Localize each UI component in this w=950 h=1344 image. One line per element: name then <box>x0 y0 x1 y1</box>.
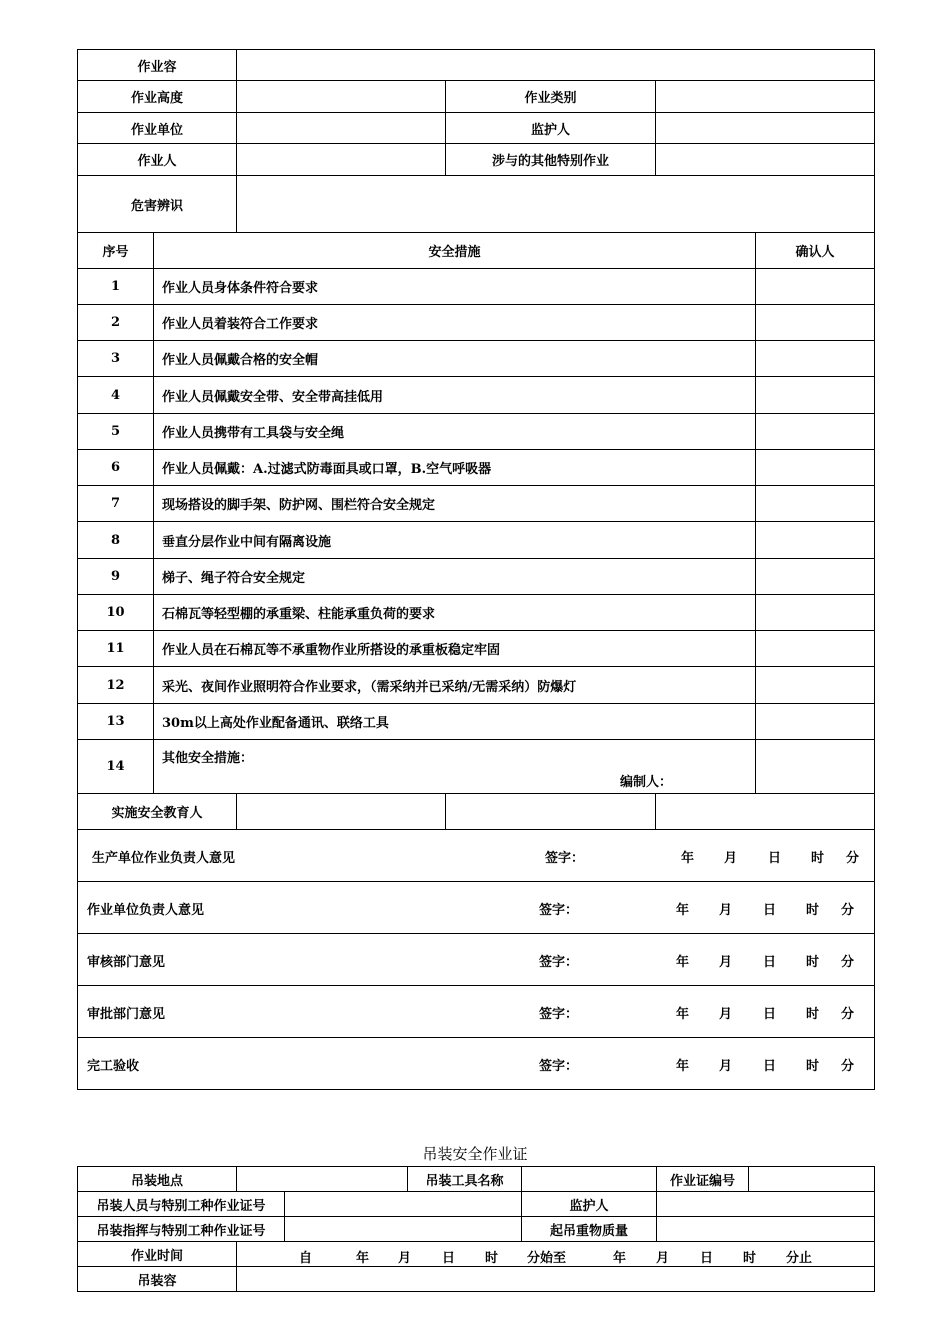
table-row <box>78 704 875 740</box>
confirm-field[interactable] <box>756 377 875 414</box>
measure-no: 10 <box>78 595 154 631</box>
measure-text: 石棉瓦等轻型棚的承重梁、柱能承重负荷的要求 <box>154 595 756 631</box>
sign-label: 签字： <box>539 1059 579 1074</box>
permit-number-field[interactable] <box>749 1167 875 1192</box>
work-time-label: 作业时间 <box>78 1242 237 1267</box>
day-label: 日 <box>442 1251 456 1266</box>
confirm-header: 确认人 <box>756 233 875 269</box>
measure-text: 作业人员着装符合工作要求 <box>154 305 756 341</box>
table-row <box>78 414 875 450</box>
work-content-label: 作业容 <box>78 50 237 81</box>
safety-education-field[interactable] <box>237 794 446 830</box>
opinion-label: 完工验收 <box>87 1059 140 1074</box>
day-label: 日 <box>763 1007 777 1022</box>
year-label: 年 <box>676 903 690 918</box>
measure-no: 6 <box>78 450 154 486</box>
work-time-field[interactable] <box>237 1242 875 1267</box>
table-row <box>78 377 875 414</box>
lift-location-field[interactable] <box>237 1167 408 1192</box>
lift-guardian-field[interactable] <box>657 1192 875 1217</box>
measure-header: 安全措施 <box>154 233 756 269</box>
year-label: 年 <box>676 1007 690 1022</box>
work-content-field[interactable] <box>237 50 875 81</box>
other-measures-cell[interactable] <box>154 740 756 794</box>
opinion-label: 生产单位作业负责人意见 <box>92 851 236 866</box>
confirm-field[interactable] <box>756 740 875 794</box>
confirm-field[interactable] <box>756 595 875 631</box>
lift-content-label: 吊装容 <box>78 1267 237 1292</box>
minute-label: 分 <box>841 1007 855 1022</box>
measure-no: 7 <box>78 486 154 522</box>
hour-label: 时 <box>485 1251 499 1266</box>
table-row <box>78 667 875 704</box>
opinion-label: 审批部门意见 <box>87 1007 166 1022</box>
measure-no: 9 <box>78 559 154 595</box>
table-row <box>78 341 875 377</box>
year-label: 年 <box>676 955 690 970</box>
measure-no: 11 <box>78 631 154 667</box>
measure-no: 13 <box>78 704 154 740</box>
sign-label: 签字： <box>545 851 585 866</box>
measure-text: 采光、夜间作业照明符合作业要求，（需采纳并已采纳/无需采纳）防爆灯 <box>154 667 756 704</box>
table-row <box>78 450 875 486</box>
opinion-row-approval[interactable] <box>78 986 875 1038</box>
hazard-identification-field[interactable] <box>237 176 875 233</box>
measure-text: 梯子、绳子符合安全规定 <box>154 559 756 595</box>
opinion-label: 审核部门意见 <box>87 955 166 970</box>
month-label: 月 <box>656 1251 670 1266</box>
hazard-identification-label: 危害辨识 <box>78 176 237 233</box>
lift-content-field[interactable] <box>237 1267 875 1292</box>
year-label: 年 <box>676 1059 690 1074</box>
measure-no: 4 <box>78 377 154 414</box>
permit-number-label: 作业证编号 <box>657 1167 749 1192</box>
day-label: 日 <box>763 1059 777 1074</box>
measure-no-header: 序号 <box>78 233 154 269</box>
month-label: 月 <box>719 1059 733 1074</box>
editor-label: 编制人： <box>620 774 673 790</box>
time-from-label: 自 <box>299 1251 313 1266</box>
measure-text: 作业人员身体条件符合要求 <box>154 269 756 305</box>
work-category-field[interactable] <box>656 81 875 113</box>
measure-no: 5 <box>78 414 154 450</box>
measure-no: 1 <box>78 269 154 305</box>
confirm-field[interactable] <box>756 486 875 522</box>
measure-text: 作业人员携带有工具袋与安全绳 <box>154 414 756 450</box>
opinion-row-unit[interactable] <box>78 882 875 934</box>
lift-tool-name-field[interactable] <box>522 1167 657 1192</box>
table-row <box>78 522 875 559</box>
other-special-work-field[interactable] <box>656 144 875 176</box>
hour-label: 时 <box>806 1007 820 1022</box>
day-label: 日 <box>763 903 777 918</box>
table-row <box>78 269 875 305</box>
worker-field[interactable] <box>237 144 446 176</box>
measure-text: 作业人员佩戴：A.过滤式防毒面具或口罩，B.空气呼吸器 <box>154 450 756 486</box>
confirm-field[interactable] <box>756 414 875 450</box>
opinion-row-production[interactable] <box>78 830 875 882</box>
work-unit-label: 作业单位 <box>78 113 237 144</box>
month-label: 月 <box>398 1251 412 1266</box>
day-label: 日 <box>763 955 777 970</box>
lifter-cert-label: 吊装人员与特别工种作业证号 <box>78 1192 285 1217</box>
measure-text: 作业人员佩戴合格的安全帽 <box>154 341 756 377</box>
table-row <box>78 740 875 794</box>
work-category-label: 作业类别 <box>446 81 656 113</box>
lifting-permit-title: 吊装安全作业证 <box>422 1145 528 1163</box>
lift-location-label: 吊装地点 <box>78 1167 237 1192</box>
guardian-field[interactable] <box>656 113 875 144</box>
measure-no: 2 <box>78 305 154 341</box>
confirm-field[interactable] <box>756 522 875 559</box>
table-row <box>78 559 875 595</box>
worker-label: 作业人 <box>78 144 237 176</box>
confirm-field[interactable] <box>756 559 875 595</box>
other-special-work-label: 涉与的其他特别作业 <box>446 144 656 176</box>
day-label: 日 <box>700 1251 714 1266</box>
confirm-field[interactable] <box>756 450 875 486</box>
table-row <box>78 595 875 631</box>
hour-label: 时 <box>811 851 825 866</box>
safety-education-label: 实施安全教育人 <box>78 794 237 830</box>
month-label: 月 <box>719 955 733 970</box>
confirm-field[interactable] <box>756 341 875 377</box>
sign-label: 签字： <box>539 955 579 970</box>
minute-label: 分 <box>841 955 855 970</box>
hour-label: 时 <box>806 903 820 918</box>
measure-text: 现场搭设的脚手架、防护网、围栏符合安全规定 <box>154 486 756 522</box>
minute-label: 分 <box>841 1059 855 1074</box>
measure-no: 3 <box>78 341 154 377</box>
confirm-field[interactable] <box>756 305 875 341</box>
year-label: 年 <box>356 1251 370 1266</box>
measure-text: 作业人员佩戴安全带、安全带高挂低用 <box>154 377 756 414</box>
lift-weight-field[interactable] <box>657 1217 875 1242</box>
hour-label: 时 <box>743 1251 757 1266</box>
sign-label: 签字： <box>539 1007 579 1022</box>
lift-tool-name-label: 吊装工具名称 <box>408 1167 522 1192</box>
confirm-field[interactable] <box>756 704 875 740</box>
lifting-permit-table <box>77 1166 875 1292</box>
measure-text: 垂直分层作业中间有隔离设施 <box>154 522 756 559</box>
safety-education-field-2[interactable] <box>446 794 656 830</box>
time-end-label: 分止 <box>786 1251 813 1266</box>
measure-no: 12 <box>78 667 154 704</box>
time-start-label: 分始至 <box>527 1251 567 1266</box>
commander-cert-field[interactable] <box>285 1217 522 1242</box>
year-label: 年 <box>681 851 695 866</box>
opinion-label: 作业单位负责人意见 <box>87 903 205 918</box>
confirm-field[interactable] <box>756 269 875 305</box>
hour-label: 时 <box>806 1059 820 1074</box>
measure-text: 30m以上高处作业配备通讯、联络工具 <box>154 704 756 740</box>
table-row <box>78 631 875 667</box>
table-row <box>78 305 875 341</box>
measure-text: 作业人员在石棉瓦等不承重物作业所搭设的承重板稳定牢固 <box>154 631 756 667</box>
work-unit-field[interactable] <box>237 113 446 144</box>
year-label: 年 <box>613 1251 627 1266</box>
hour-label: 时 <box>806 955 820 970</box>
month-label: 月 <box>719 903 733 918</box>
measure-no: 8 <box>78 522 154 559</box>
lifter-cert-field[interactable] <box>285 1192 522 1217</box>
high-work-permit-table <box>77 49 875 1090</box>
other-measures-label: 其他安全措施： <box>162 750 254 766</box>
opinion-row-completion[interactable] <box>78 1038 875 1090</box>
confirm-field[interactable] <box>756 631 875 667</box>
work-height-label: 作业高度 <box>78 81 237 113</box>
opinion-row-review[interactable] <box>78 934 875 986</box>
day-label: 日 <box>768 851 782 866</box>
safety-education-field-3[interactable] <box>656 794 875 830</box>
month-label: 月 <box>724 851 738 866</box>
month-label: 月 <box>719 1007 733 1022</box>
table-row <box>78 486 875 522</box>
commander-cert-label: 吊装指挥与特别工种作业证号 <box>78 1217 285 1242</box>
measure-no: 14 <box>78 740 154 794</box>
confirm-field[interactable] <box>756 667 875 704</box>
guardian-label: 监护人 <box>446 113 656 144</box>
work-height-field[interactable] <box>237 81 446 113</box>
sign-label: 签字： <box>539 903 579 918</box>
lift-weight-label: 起吊重物质量 <box>522 1217 657 1242</box>
lift-guardian-label: 监护人 <box>522 1192 657 1217</box>
minute-label: 分 <box>846 851 860 866</box>
minute-label: 分 <box>841 903 855 918</box>
